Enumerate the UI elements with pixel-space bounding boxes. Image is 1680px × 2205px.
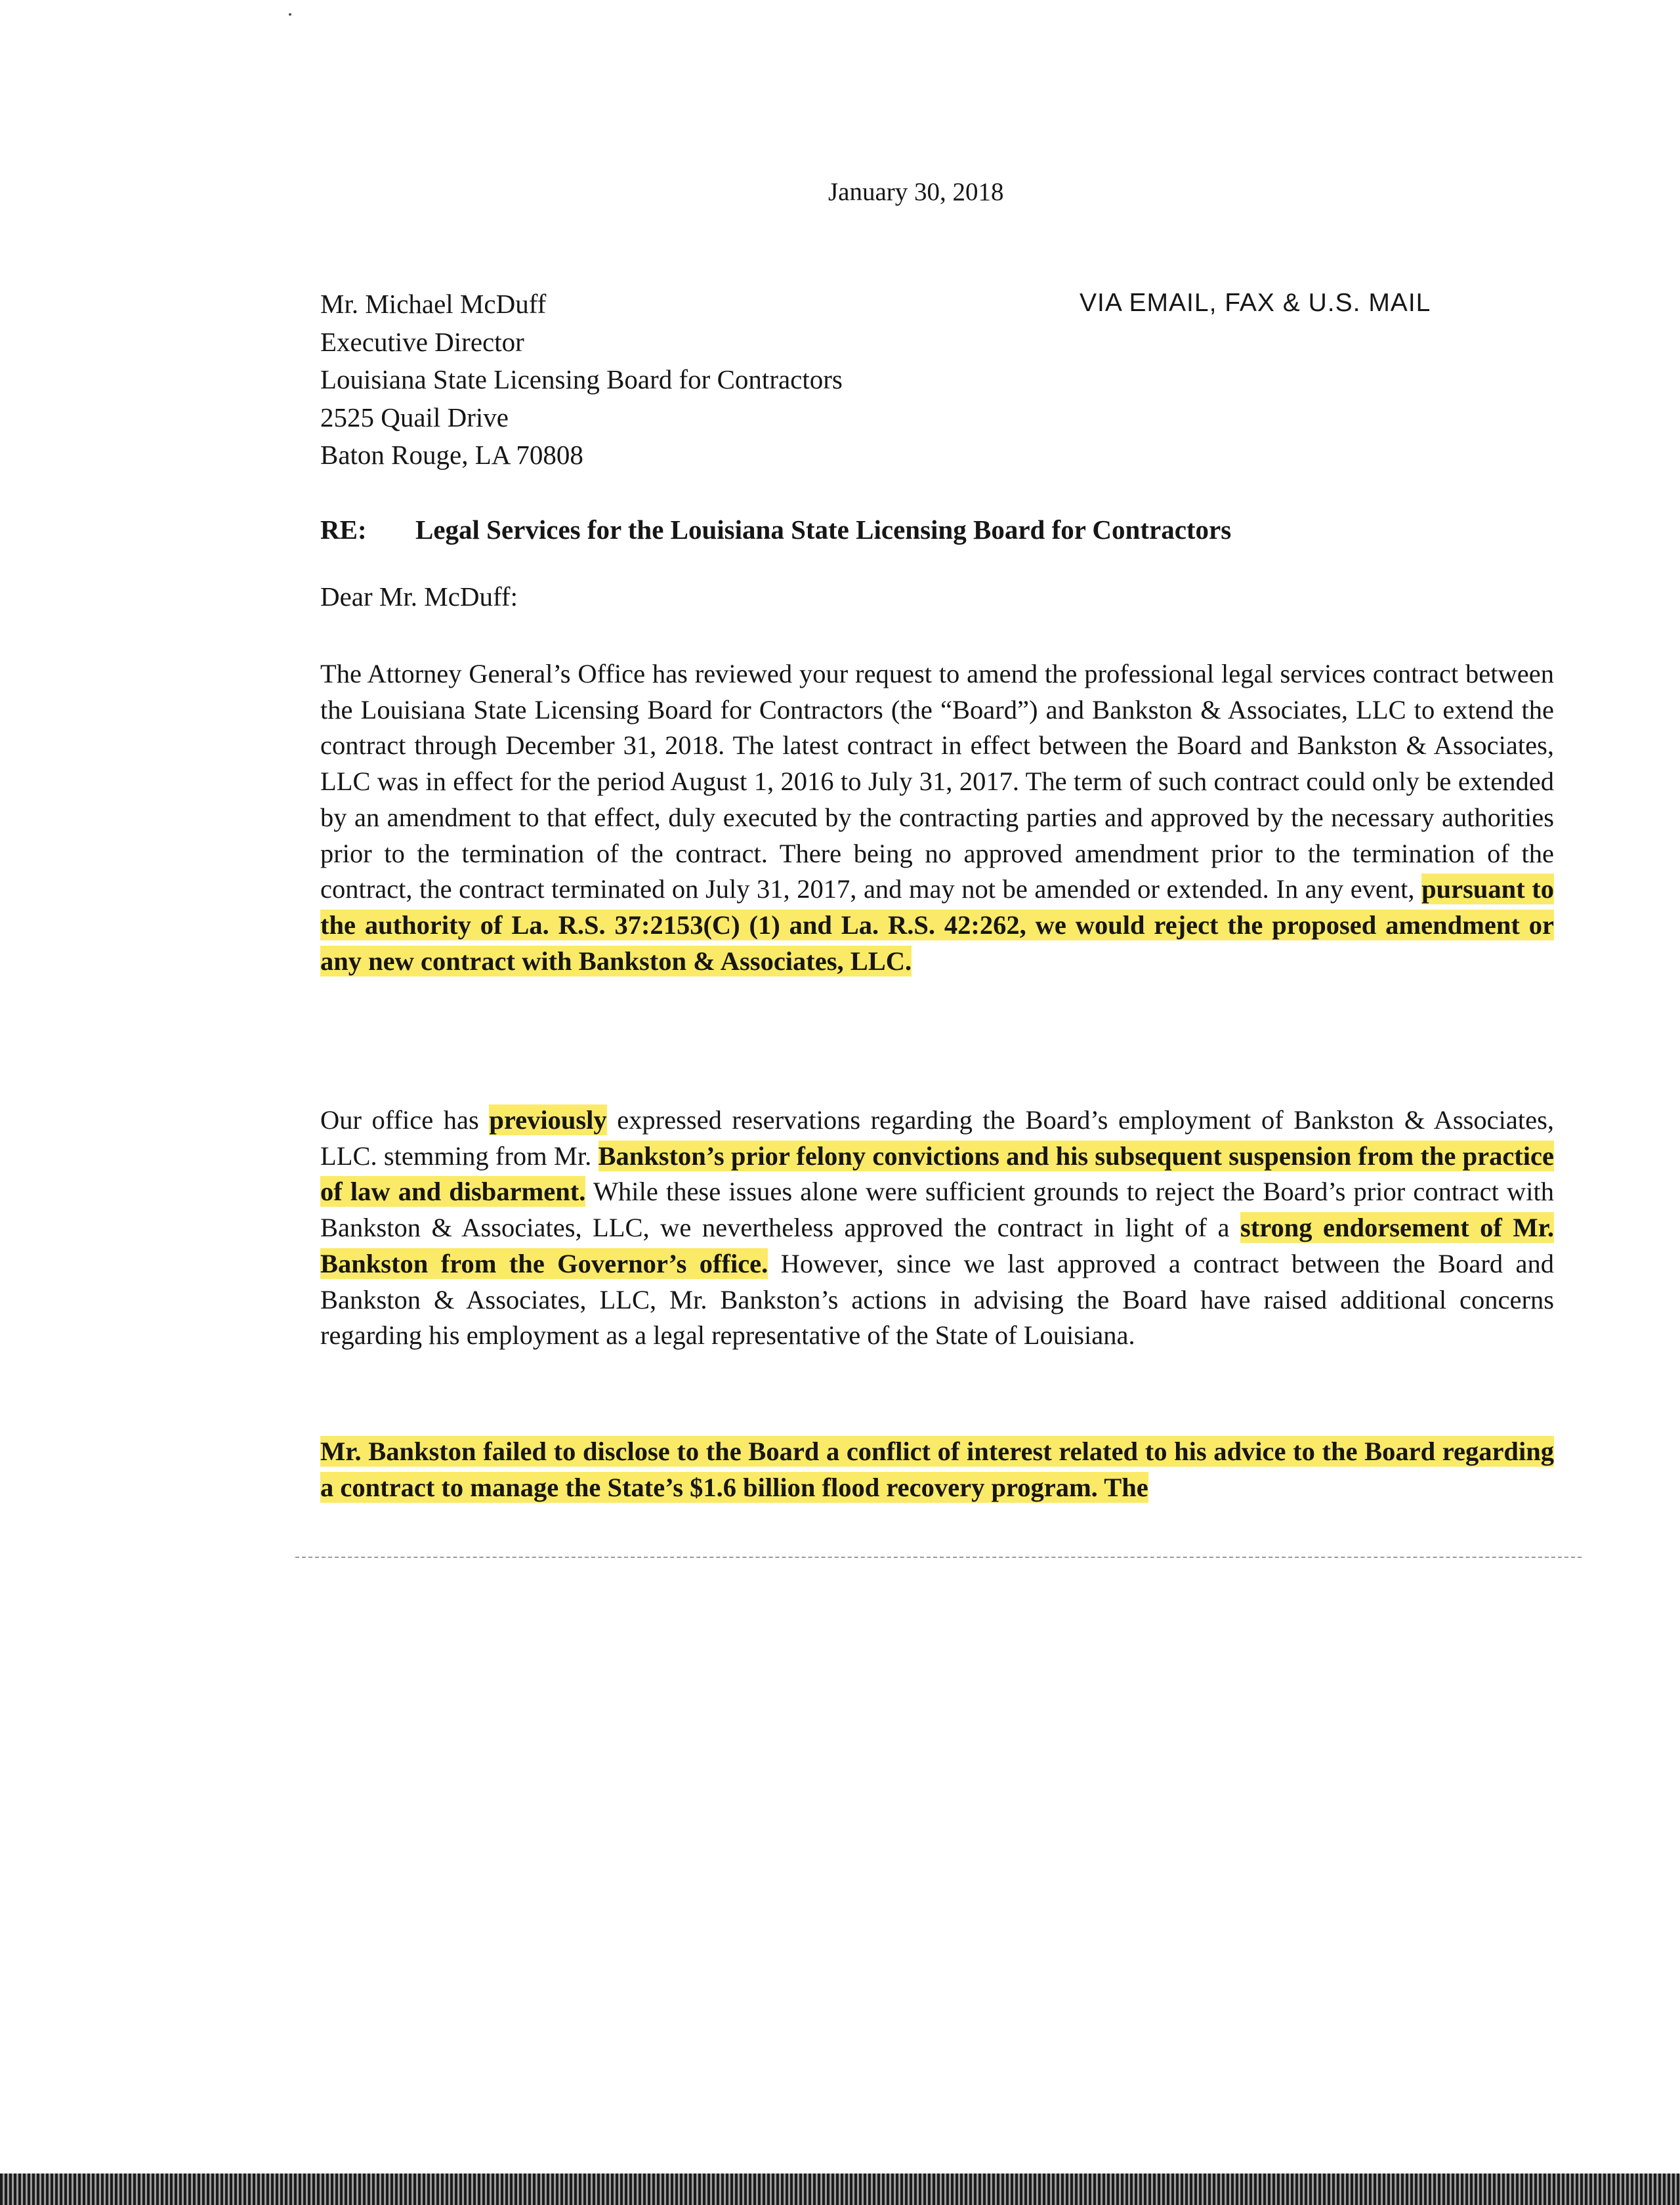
highlight-previously: previously <box>489 1105 607 1135</box>
paragraph-2 <box>320 1102 1554 1354</box>
subject-text: Legal Services for the Louisiana State Licensing Board for Contractors <box>415 514 1232 545</box>
highlight-conflict-of-interest: Mr. Bankston failed to disclose to the Board a conflict of interest related to his advice to the Board regarding a contract to manage the State’s $1.6 billion flood recovery program. The <box>320 1437 1554 1502</box>
letter-date: January 30, 2018 <box>828 178 1004 206</box>
scan-edge-artifact <box>0 2174 1680 2205</box>
recipient-organization: Louisiana State Licensing Board for Contractors <box>320 364 843 394</box>
paragraph-1-text: The Attorney General’s Office has reviewed your request to amend the professional legal services contract between the Louisiana State Licensing Board for Contractors (the “Board”) and Bankston & Associates, LLC to extend the contract through December 31, 2018. The latest contract in effect between the Board and Bankston & Associates, LLC was in effect for the period August 1, 2016 to July 31, 2017. The term of such contract could only be extended by an amendment to that effect, duly executed by the contracting parties and approved by the necessary authorities prior to the termination of the contract. There being no approved amendment prior to the termination of the contract, the contract terminated on July 31, 2017, and may not be amended or extended. In any event, <box>320 659 1554 904</box>
subject-label: RE: <box>320 514 367 545</box>
delivery-method: VIA EMAIL, FAX & U.S. MAIL <box>1080 289 1431 317</box>
highlight-legal-authority: pursuant to the authority of La. R.S. 37:2153(C) (1) and La. R.S. 42:262, we would reject the proposed amendment or any new contract with Bankston & Associates, LLC. <box>320 874 1554 976</box>
paragraph-2-text-d: However, since we last approved a contract between the Board and Bankston & Associates, LLC, Mr. Bankston’s actions in advising the Board have raised additional concerns regarding his employment as a legal representative of the State of Louisiana. <box>320 1248 1554 1351</box>
paragraph-3 <box>320 1434 1554 1505</box>
scan-speck <box>289 13 291 16</box>
recipient-street: 2525 Quail Drive <box>320 402 509 432</box>
subject-line <box>320 514 1231 545</box>
recipient-city: Baton Rouge, LA 70808 <box>320 440 583 470</box>
recipient-address-block <box>320 285 843 474</box>
recipient-name: Mr. Michael McDuff <box>320 289 547 319</box>
paragraph-2-text-c: While these issues alone were sufficient grounds to reject the Board’s prior contract with Bankston & Associates, LLC, we nevertheless approved the contract in light of a <box>320 1177 1554 1243</box>
salutation: Dear Mr. McDuff: <box>320 581 518 612</box>
highlight-felony-convictions: Bankston’s prior felony convictions and his subsequent suspension from the practice of law and disbarment. <box>320 1141 1554 1207</box>
paragraph-2-text-a: Our office has <box>320 1105 490 1135</box>
paragraph-2-text-b: expressed reservations regarding the Board’s employment of Bankston & Associates, LLC. stemming from Mr. <box>320 1105 1554 1171</box>
highlight-governor-endorsement: strong endorsement of Mr. Bankston from the Governor’s office. <box>320 1213 1554 1278</box>
recipient-title: Executive Director <box>320 326 524 357</box>
page-fold-line <box>295 1557 1582 1558</box>
paragraph-1 <box>320 656 1554 979</box>
